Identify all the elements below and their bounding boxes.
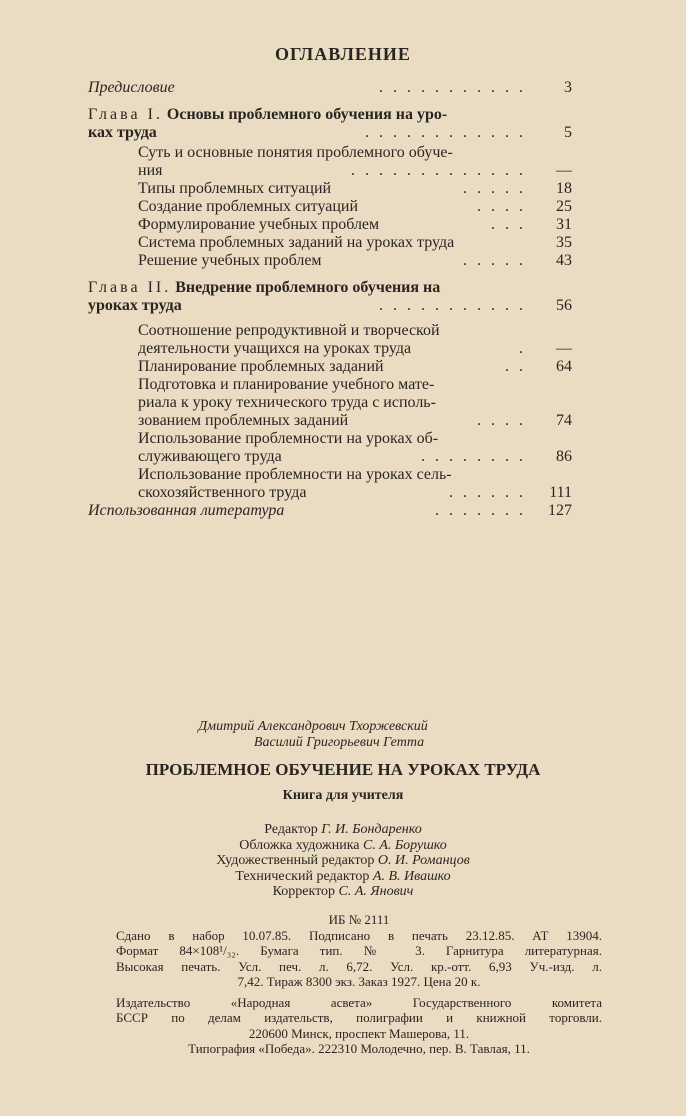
dot-leader: . .: [505, 358, 526, 375]
toc-entry-label: Использованная литература: [88, 502, 285, 519]
dot-leader: . . .: [491, 216, 526, 233]
toc-page-number: 74: [556, 412, 572, 429]
colophon-line: Сдано в набор 10.07.85. Подписано в печать 23.12.85. АТ 13904.: [116, 927, 602, 943]
book-subtitle: Книга для учителя: [282, 788, 404, 803]
toc-entry-label: Использование проблемности на уроках об-: [138, 430, 439, 447]
toc-entry-literature[interactable]: [88, 502, 572, 520]
table-of-contents: [88, 79, 572, 520]
toc-entry-label: Формулирование учебных проблем: [138, 216, 380, 233]
printer-line: Типография «Победа». 222310 Молодечно, пер. В. Тавлая, 11.: [188, 1041, 530, 1056]
dot-leader: . . . . . . . .: [421, 448, 526, 465]
dot-leader: . . . . . . . . . . . . .: [351, 162, 526, 179]
toc-page-number: 5: [564, 124, 572, 141]
toc-entry-section[interactable]: [88, 430, 572, 448]
toc-entry-label: Соотношение репродуктивной и творческой: [138, 322, 440, 339]
toc-entry-label: Суть и основные понятия проблемного обуче-: [138, 144, 453, 161]
toc-entry-section[interactable]: [88, 322, 572, 340]
toc-entry-label: Типы проблемных ситуаций: [138, 180, 332, 197]
chapter-title-cont: уроках труда: [88, 297, 182, 314]
colophon: [116, 912, 602, 1057]
credit-line: [0, 869, 686, 885]
dot-leader: . . . . . . . . . . . .: [365, 124, 526, 141]
toc-page-number: 35: [556, 234, 572, 251]
dot-leader: . . . . .: [463, 252, 526, 269]
toc-page-number: —: [556, 340, 572, 357]
credits-block: [0, 822, 686, 900]
publisher-address: 220600 Минск, проспект Машерова, 11.: [248, 1025, 470, 1041]
toc-heading: ОГЛАВЛЕНИЕ: [275, 44, 411, 64]
toc-entry-section-cont: [88, 394, 572, 412]
credit-role: Технический редактор: [235, 868, 370, 884]
chapter-title: Внедрение проблемного обучения на: [175, 279, 441, 296]
toc-entry-section[interactable]: [88, 234, 572, 252]
toc-entry-label-cont: ния: [138, 162, 163, 179]
toc-page-number: 127: [548, 502, 572, 519]
toc-page-number: 56: [556, 297, 572, 314]
dot-leader: . . . . . . . . . . .: [379, 79, 526, 96]
toc-page-number: 64: [556, 358, 572, 375]
toc-entry-label: Подготовка и планирование учебного мате-: [138, 376, 435, 393]
dot-leader: . . . . .: [463, 180, 526, 197]
toc-entry-section-cont: [88, 484, 572, 502]
toc-page-number: 31: [556, 216, 572, 233]
ib-number: ИБ № 2111: [328, 912, 390, 927]
colophon-line: Формат 84×108¹/₃₂. Бумага тип. № 3. Гарнитура литературная.: [116, 943, 602, 958]
publisher-line: Издательство «Народная асвета» Государственного комитета: [116, 994, 602, 1010]
dot-leader: . . . .: [477, 198, 526, 215]
toc-entry-chapter-2-cont: [88, 297, 572, 315]
book-title: ПРОБЛЕМНОЕ ОБУЧЕНИЕ НА УРОКАХ ТРУДА: [145, 760, 541, 779]
toc-entry-section-cont: [88, 448, 572, 466]
toc-page-number: 86: [556, 448, 572, 465]
toc-entry-label-cont: скохозяйственного труда: [138, 484, 307, 501]
toc-entry-label: Решение учебных проблем: [138, 252, 322, 269]
dot-leader: . . . . . . . . . . .: [379, 297, 526, 314]
toc-entry-section[interactable]: [88, 144, 572, 162]
toc-entry-section[interactable]: [88, 376, 572, 394]
toc-entry-section-cont: [88, 412, 572, 430]
toc-entry-label-cont: деятельности учащихся на уроках труда: [138, 340, 412, 357]
toc-page-number: 25: [556, 198, 572, 215]
credit-name: А. В. Ивашко: [372, 868, 451, 884]
credit-line: [0, 853, 686, 869]
toc-entry-section[interactable]: [88, 252, 572, 270]
toc-entry-section[interactable]: [88, 216, 572, 234]
credit-name: С. А. Янович: [338, 884, 414, 899]
toc-page-number: 111: [549, 484, 572, 501]
credit-name: О. И. Романцов: [377, 853, 470, 868]
author-name: Василий Григорьевич Гетта: [253, 735, 425, 750]
chapter-prefix: Глава II.: [88, 279, 172, 296]
toc-page-number: 43: [556, 252, 572, 269]
chapter-prefix: Глава I.: [88, 106, 163, 123]
toc-page-number: 3: [564, 79, 572, 96]
chapter-title: Основы проблемного обучения на уро-: [166, 106, 448, 123]
toc-entry-section[interactable]: [88, 180, 572, 198]
author-name: Дмитрий Александрович Тхоржевский: [198, 719, 428, 734]
dot-leader: . . . . . . .: [435, 502, 526, 519]
colophon-line: Высокая печать. Усл. печ. л. 6,72. Усл. кр.-отт. 6,93 Уч.-изд. л.: [116, 958, 602, 974]
credit-line: [0, 822, 686, 838]
toc-entry-label-cont: риала к уроку технического труда с исполь-: [138, 394, 436, 411]
toc-entry-label: Планирование проблемных заданий: [138, 358, 384, 375]
toc-entry-section[interactable]: [88, 466, 572, 484]
toc-entry-section-cont: [88, 162, 572, 180]
toc-entry-label-cont: зованием проблемных заданий: [138, 412, 349, 429]
toc-entry-chapter-2[interactable]: [88, 279, 572, 297]
credit-role: Редактор: [264, 822, 318, 837]
toc-entry-label: Система проблемных заданий на уроках труда: [138, 234, 455, 251]
dot-leader: . . . .: [477, 412, 526, 429]
credit-name: С. А. Борушко: [363, 837, 447, 853]
toc-entry-label: Предисловие: [88, 79, 175, 96]
toc-page-number: —: [556, 162, 572, 179]
credit-role: Художественный редактор: [216, 853, 375, 868]
toc-entry-chapter-1[interactable]: [88, 106, 572, 124]
toc-entry-label-cont: служивающего труда: [138, 448, 282, 465]
toc-entry-label: Использование проблемности на уроках сель-: [138, 466, 452, 483]
credit-line: [0, 838, 686, 854]
toc-entry-preface[interactable]: [88, 79, 572, 97]
toc-entry-section[interactable]: [88, 358, 572, 376]
dot-leader: . . . . . .: [449, 484, 526, 501]
toc-entry-section-cont: [88, 340, 572, 358]
authors-block: [0, 719, 686, 751]
publisher-line: БССР по делам издательств, полиграфии и книжной торговли.: [116, 1010, 602, 1025]
credit-role: Корректор: [272, 884, 336, 899]
dot-leader: .: [519, 340, 526, 357]
toc-entry-chapter-1-cont: [88, 124, 572, 142]
colophon-line: 7,42. Тираж 8300 экз. Заказ 1927. Цена 20 к.: [237, 974, 481, 989]
credit-name: Г. И. Бондаренко: [321, 822, 422, 837]
chapter-title-cont: ках труда: [88, 124, 157, 141]
toc-entry-section[interactable]: [88, 198, 572, 216]
toc-page-number: 18: [556, 180, 572, 197]
toc-entry-label: Создание проблемных ситуаций: [138, 198, 359, 215]
credit-role: Обложка художника: [239, 837, 360, 853]
credit-line: [0, 884, 686, 900]
